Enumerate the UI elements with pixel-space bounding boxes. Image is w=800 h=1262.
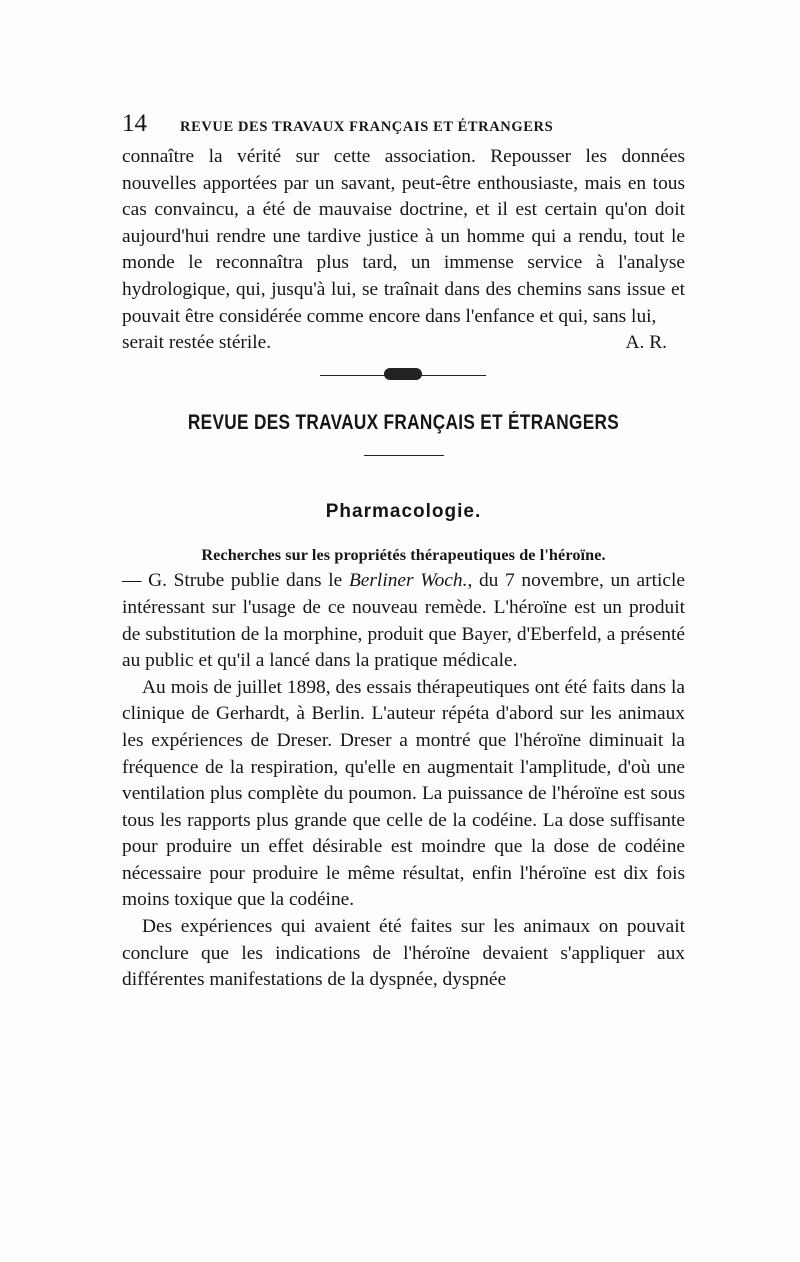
page-number: 14 <box>122 110 147 137</box>
ornamental-divider <box>122 361 685 391</box>
divider-ornament <box>384 368 422 380</box>
article-paragraph-2: Au mois de juillet 1898, des essais thérapeutiques ont été faits dans la clinique de Gerhardt, à Berlin. L'auteur répéta d'abord sur les animaux les expériences de Dreser. Dreser a montré que l'héroïne diminuait la fréquence de la respiration, qu'elle en augmentait l'amplitude, d'où une ventilation plus complète du poumon. La puissance de l'héroïne est sous tous les rapports plus grande que celle de la codéine. La dose suffisante pour produire un effet désirable est moindre que la dose de codéine nécessaire pour produire le même résultat, enfin l'héroïne est dix fois moins toxique que la codéine. <box>122 676 685 911</box>
closing-paragraph: connaître la vérité sur cette association. Repousser les données nouvelles apportées par un savant, peut-être enthousiaste, mais en tous cas convaincu, a été de mauvaise doctrine, et il est certain qu'on doit aujourd'hui rendre une tardive justice à un homme qui a rendu, tout le monde le reconnaîtra plus tard, un immense service à l'analyse hydrologique, qui, jusqu'à lui, se traînait dans des chemins sans issue et pouvait être considérée comme encore dans l'enfance et qui, sans lui, <box>122 146 685 327</box>
signoff-line <box>122 330 685 357</box>
section-heading: REVUE DES TRAVAUX FRANÇAIS ET ÉTRANGERS <box>187 410 620 434</box>
running-head <box>122 110 685 144</box>
closing-last-line: serait restée stérile. <box>122 332 272 354</box>
running-title: REVUE DES TRAVAUX FRANÇAIS ET ÉTRANGERS <box>180 119 554 135</box>
journal-name: Berliner Woch. <box>348 570 468 592</box>
article-title: Recherches sur les propriétés thérapeutiques de l'héroïne. <box>201 545 606 564</box>
article-intro-after-journal: , du 7 novembre, un article intéressant sur l'usage de ce nouveau remède. L'héroïne est un produit de substitution de la morphine, produit que Bayer, d'Eberfeld, a présenté au public et qu'il a lancé dans la pratique médicale. <box>122 570 685 672</box>
short-rule <box>364 455 444 488</box>
article-intro-before-journal: — G. Strube publie dans le <box>122 570 349 592</box>
book-page <box>122 110 685 994</box>
signature: A. R. <box>625 332 667 354</box>
article-paragraph-3: Des expériences qui avaient été faites sur les animaux on pouvait conclure que les indications de l'héroïne devaient s'appliquer aux différentes manifestations de la dyspnée, dyspnée <box>122 916 685 991</box>
article-intro <box>122 568 685 674</box>
subsection-heading: Pharmacologie. <box>325 500 482 522</box>
